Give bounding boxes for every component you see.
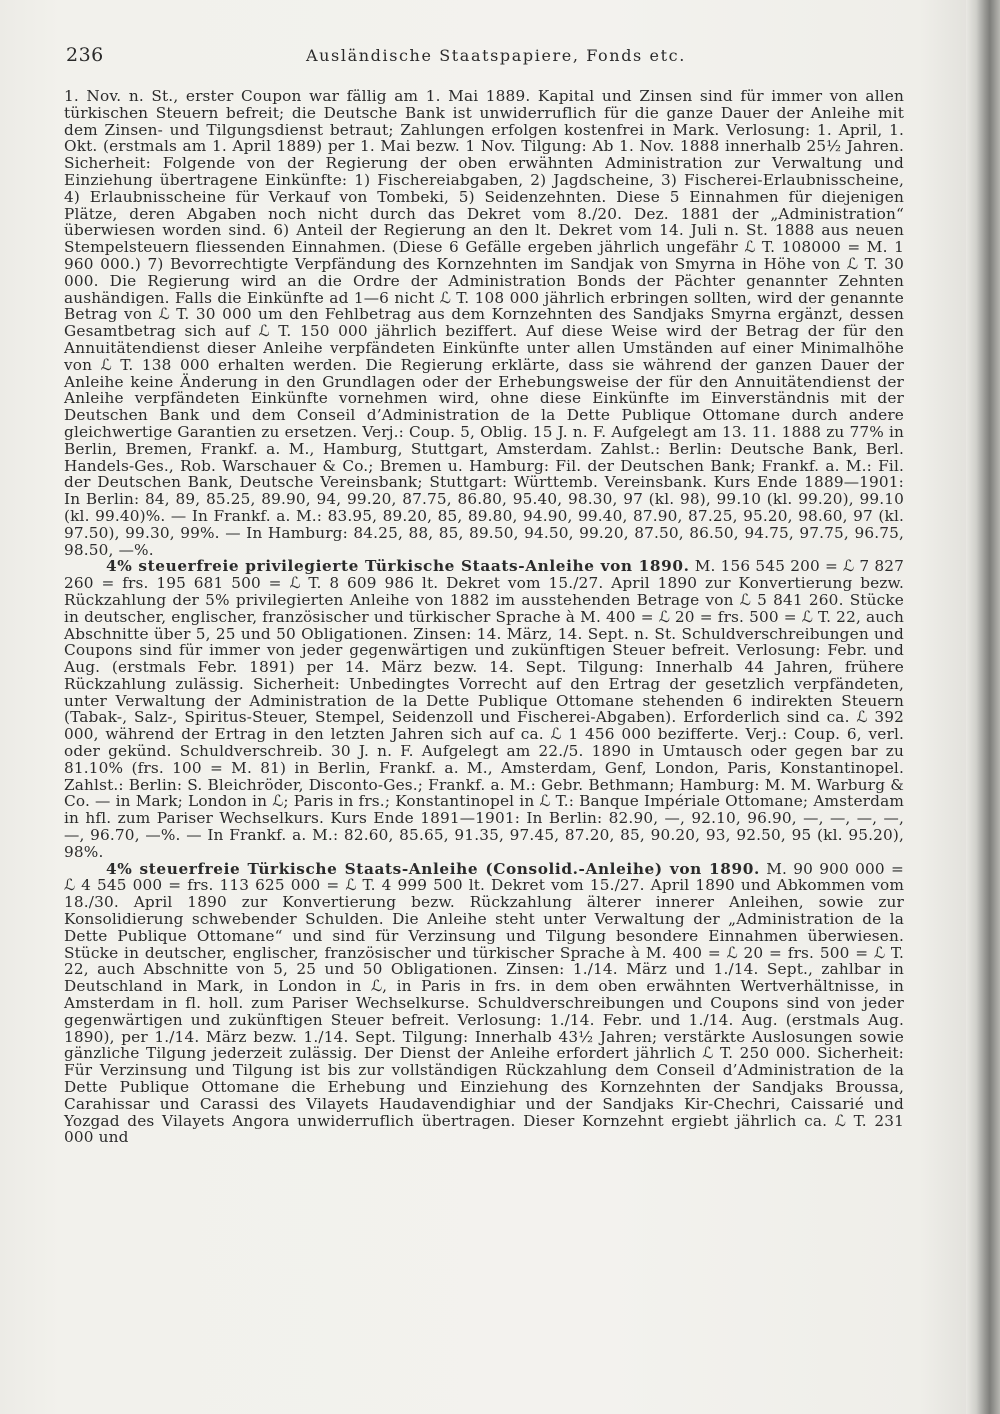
section-heading: 4% steuerfreie privilegierte Türkische Staats-Anleihe von 1890. [106, 557, 690, 576]
paragraph-text: M. 156 545 200 = ℒ 7 827 260 = frs. 195 681 500 = ℒ T. 8 609 986 lt. Dekret vom 15./27. April 1890 zur Konvertierung bezw. Rückzahlung der 5% privilegierten Anleihe von 1882 im ausstehenden Betrage von ℒ 5 841 260. Stücke in deutscher, englischer, französischer und türkischer Sprache à M. 400 = ℒ 20 = frs. 500 = ℒ T. 22, auch Abschnitte über 5, 25 und 50 Obligationen. Zinsen: 14. März, 14. Sept. n. St. Schuldverschreibungen und Coupons sind für immer von jeder gegenwärtigen und zukünftigen Steuer befreit. Verlosung: Febr. und Aug. (erstmals Febr. 1891) per 14. März bezw. 14. Sept. Tilgung: Innerhalb 44 Jahren, frühere Rückzahlung zulässig. Sicherheit: Unbedingtes Vorrecht auf den Ertrag der gesetzlich verpfändeten, unter Verwaltung der Administration de la Dette Publique Ottomane stehenden 6 indirekten Steuern (Tabak-, Salz-, Spiritus-Steuer, Stempel, Seidenzoll und Fischerei-Abgaben). Erforderlich sind ca. ℒ 392 000, während der Ertrag in den letzten Jahren sich auf ca. ℒ 1 456 000 bezifferte. Verj.: Coup. 6, verl. oder gekünd. Schuldverschreib. 30 J. n. F. Aufgelegt am 22./5. 1890 in Umtausch oder gegen bar zu 81.10% (frs. 100 = M. 81) in Berlin, Frankf. a. M., Amsterdam, Genf, London, Paris, Konstantinopel. Zahlst.: Berlin: S. Bleichröder, Disconto-Ges.; Frankf. a. M.: Gebr. Bethmann; Hamburg: M. M. Warburg & Co. — in Mark; London in ℒ; Paris in frs.; Konstantinopel in ℒ T.: Banque Impériale Ottomane; Amsterdam in hfl. zum Pariser Wechselkurs. Kurs Ende 1891—1901: In Berlin: 82.90, —, 92.10, 96.90, —, —, —, —, —, 96.70, —%. — In Frankf. a. M.: 82.60, 85.65, 91.35, 97.45, 87.20, 85, 90.20, 93, 92.50, 95 (kl. 95.20), 98%. [64, 557, 904, 861]
paragraph-loan-1890-privileged [64, 558, 904, 860]
section-heading: 4% steuerfreie Türkische Staats-Anleihe (Consolid.-Anleihe) von 1890. [106, 859, 760, 878]
running-head: Ausländische Staatspapiere, Fonds etc. [306, 46, 686, 65]
page-number: 236 [66, 44, 104, 66]
book-spine-shadow [966, 0, 1000, 1414]
paragraph-continuation [64, 88, 904, 558]
paragraph-text: 1. Nov. n. St., erster Coupon war fällig am 1. Mai 1889. Kapital und Zinsen sind für immer von allen türkischen Steuern befreit; die Deutsche Bank ist unwiderruflich für die ganze Dauer der Anleihe mit dem Zinsen- und Tilgungsdienst betraut; Zahlungen erfolgen kostenfrei in Mark. Verlosung: 1. April, 1. Okt. (erstmals am 1. April 1889) per 1. Mai bezw. 1 Nov. Tilgung: Ab 1. Nov. 1888 innerhalb 25½ Jahren. Sicherheit: Folgende von der Regierung der oben erwähnten Administration zur Verwaltung und Einziehung übertragene Einkünfte: 1) Fischereiabgaben, 2) Jagdscheine, 3) Fischerei-Erlaubnisscheine, 4) Erlaubnisscheine für Verkauf von Tombeki, 5) Seidenzehnten. Diese 5 Einnahmen für diejenigen Plätze, deren Abgaben noch nicht durch das Dekret vom 8./20. Dez. 1881 der „Administration“ überwiesen worden sind. 6) Anteil der Regierung an den lt. Dekret vom 14. Juli n. St. 1888 aus neuen Stempelsteuern fliessenden Einnahmen. (Diese 6 Gefälle ergeben jährlich ungefähr ℒ T. 108000 = M. 1 960 000.) 7) Bevorrechtigte Verpfändung des Kornzehnten im Sandjak von Smyrna in Höhe von ℒ T. 30 000. Die Regierung wird an die Ordre der Administration Bonds der Pächter genannter Zehnten aushändigen. Falls die Einkünfte ad 1—6 nicht ℒ T. 108 000 jährlich erbringen sollten, wird der genannte Betrag von ℒ T. 30 000 um den Fehlbetrag aus dem Kornzehnten des Sandjaks Smyrna ergänzt, dessen Gesamtbetrag sich auf ℒ T. 150 000 jährlich beziffert. Auf diese Weise wird der Betrag der für den Annuitätendienst dieser Anleihe verpfändeten Einkünfte unter allen Umständen auf einer Minimalhöhe von ℒ T. 138 000 erhalten werden. Die Regierung erklärte, dass sie während der ganzen Dauer der Anleihe keine Änderung in den Grundlagen oder der Erhebungsweise der für den Annuitätendienst der Anleihe verpfändeten Einkünfte vornehmen wird, ohne diese Einkünfte im Einverständnis mit der Deutschen Bank und dem Conseil d’Administration de la Dette Publique Ottomane durch andere gleichwertige Garantien zu ersetzen. Verj.: Coup. 5, Oblig. 15 J. n. F. Aufgelegt am 13. 11. 1888 zu 77% in Berlin, Bremen, Frankf. a. M., Hamburg, Stuttgart, Amsterdam. Zahlst.: Berlin: Deutsche Bank, Berl. Handels-Ges., Rob. Warschauer & Co.; Bremen u. Hamburg: Fil. der Deutschen Bank; Frankf. a. M.: Fil. der Deutschen Bank, Deutsche Vereinsbank; Stuttgart: Württemb. Vereinsbank. Kurs Ende 1889—1901: In Berlin: 84, 89, 85.25, 89.90, 94, 99.20, 87.75, 86.80, 95.40, 98.30, 97 (kl. 98), 99.10 (kl. 99.20), 99.10 (kl. 99.40)%. — In Frankf. a. M.: 83.95, 89.20, 85, 89.80, 94.90, 99.40, 87.90, 87.25, 95.20, 98.60, 97 (kl. 97.50), 99.30, 99%. — In Hamburg: 84.25, 88, 85, 89.50, 94.50, 99.20, 87.50, 86.50, 94.75, 97.75, 96.75, 98.50, —%. [64, 87, 904, 559]
body-text [64, 88, 904, 1146]
paragraph-loan-1890-consolidated [64, 861, 904, 1147]
page-header [66, 44, 946, 72]
paragraph-text: M. 90 900 000 = ℒ 4 545 000 = frs. 113 625 000 = ℒ T. 4 999 500 lt. Dekret vom 15./27. April 1890 und Abkommen vom 18./30. April 1890 zur Konvertierung bezw. Rückzahlung älterer innerer Anleihen, sowie zur Konsolidierung schwebender Schulden. Die Anleihe steht unter Verwaltung der „Administration de la Dette Publique Ottomane“ und sind für Verzinsung und Tilgung besondere Einnahmen überwiesen. Stücke in deutscher, englischer, französischer und türkischer Sprache à M. 400 = ℒ 20 = frs. 500 = ℒ T. 22, auch Abschnitte von 5, 25 und 50 Obligationen. Zinsen: 1./14. März und 1./14. Sept., zahlbar in Deutschland in Mark, in London in ℒ, in Paris in frs. in dem oben erwähnten Wertverhältnisse, in Amsterdam in fl. holl. zum Pariser Wechselkurse. Schuldverschreibungen und Coupons sind von jeder gegenwärtigen und zukünftigen Steuer befreit. Verlosung: 1./14. Febr. und 1./14. Aug. (erstmals Aug. 1890), per 1./14. März bezw. 1./14. Sept. Tilgung: Innerhalb 43½ Jahren; verstärkte Auslosungen sowie gänzliche Tilgung jederzeit zulässig. Der Dienst der Anleihe erfordert jährlich ℒ T. 250 000. Sicherheit: Für Verzinsung und Tilgung ist bis zur vollständigen Rückzahlung dem Conseil d’Administration de la Dette Publique Ottomane die Erhebung und Einziehung des Kornzehnten der Sandjaks Broussa, Carahissar und Carassi des Vilayets Haudavendighiar und der Sandjaks Kir-Chechri, Caissarié und Yozgad des Vilayets Angora unwiderruflich übertragen. Dieser Kornzehnt ergiebt jährlich ca. ℒ T. 231 000 und [64, 859, 904, 1147]
